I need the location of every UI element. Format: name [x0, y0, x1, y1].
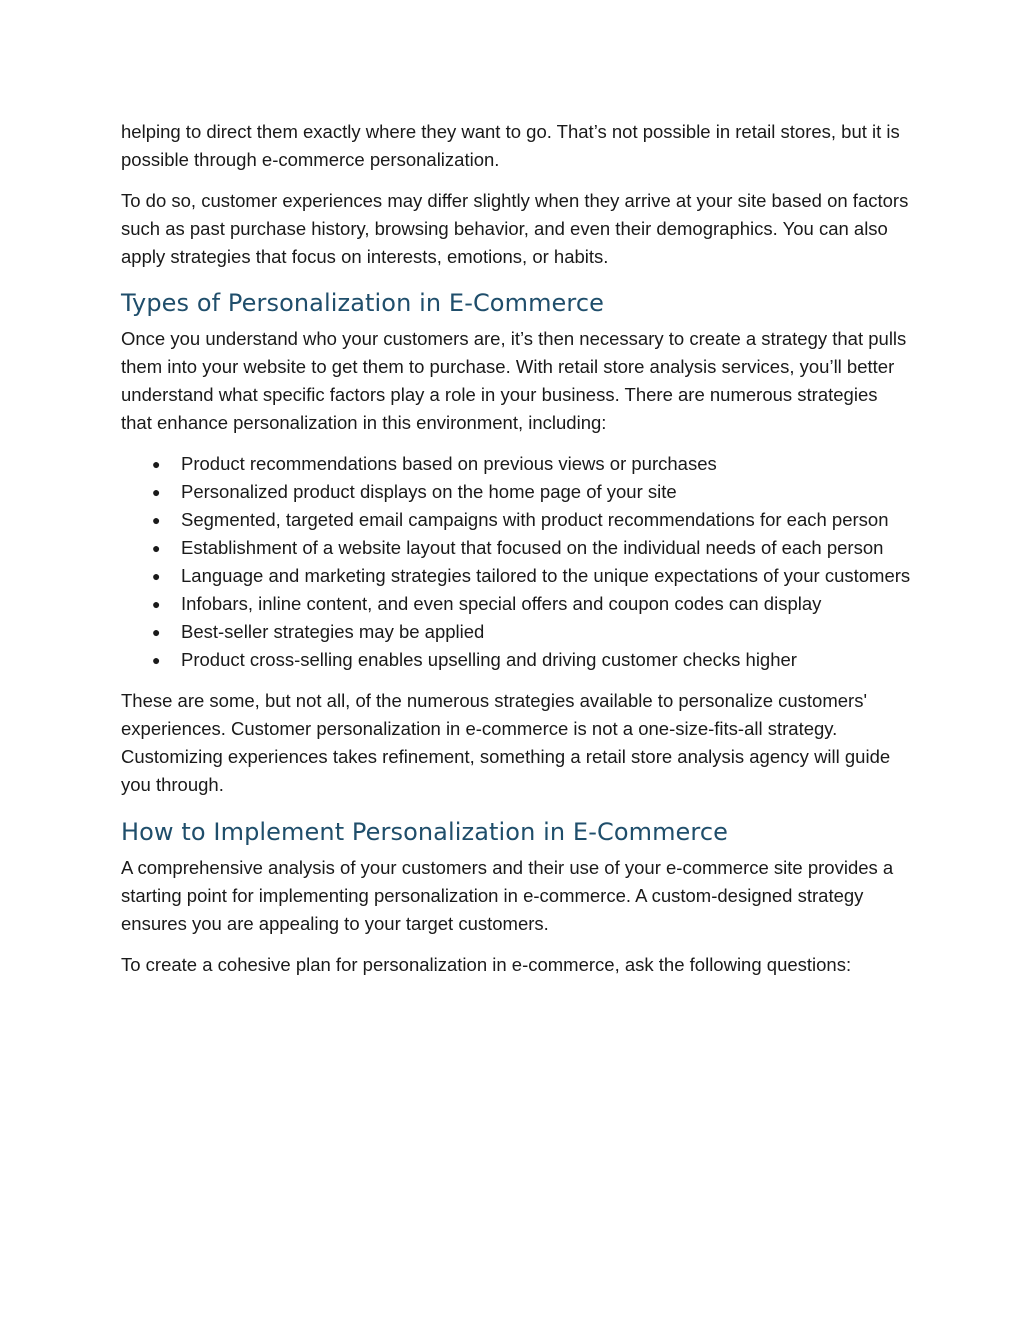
- list-item-text: Infobars, inline content, and even special offers and coupon codes can display: [181, 593, 822, 614]
- bullet-icon: ●: [152, 596, 161, 612]
- section-heading-implement: How to Implement Personalization in E-Commerce: [121, 818, 729, 846]
- intro-paragraph-1: helping to direct them exactly where they want to go. That’s not possible in retail stores, but it is possible through e-commerce personalization.: [121, 121, 900, 170]
- list-item-text: Best-seller strategies may be applied: [181, 621, 485, 642]
- bullet-icon: ●: [152, 512, 161, 528]
- list-item: [121, 506, 911, 534]
- bullet-icon: ●: [152, 540, 161, 556]
- section-types-intro: Once you understand who your customers are, it’s then necessary to create a strategy that pulls them into your website to get them to purchase. With retail store analysis services, you’ll better understand what specific factors play a role in your business. There are numerous strategies that enhance personalization in this environment, including:: [121, 328, 907, 433]
- list-item: [121, 534, 911, 562]
- bullet-icon: ●: [152, 624, 161, 640]
- list-item-text: Segmented, targeted email campaigns with product recommendations for each person: [181, 509, 889, 530]
- list-item-text: Product recommendations based on previous views or purchases: [181, 453, 717, 474]
- bullet-icon: ●: [152, 568, 161, 584]
- section-types-closing: These are some, but not all, of the numerous strategies available to personalize customers' experiences. Customer personalization in e-commerce is not a one-size-fits-all strategy. Customizing experiences takes refinement, something a retail store analysis agency will guide you through.: [121, 690, 891, 795]
- list-item-text: Product cross-selling enables upselling and driving customer checks higher: [181, 649, 797, 670]
- section-implement-paragraph-2: To create a cohesive plan for personalization in e-commerce, ask the following questions:: [121, 954, 852, 975]
- list-item: [121, 646, 911, 674]
- list-item-text: Personalized product displays on the home page of your site: [181, 481, 677, 502]
- section-implement-paragraph-1: A comprehensive analysis of your customers and their use of your e-commerce site provides a starting point for implementing personalization in e-commerce. A custom-designed strategy ensures you are appealing to your target customers.: [121, 857, 894, 934]
- bullet-icon: ●: [152, 652, 161, 668]
- intro-paragraph-2: To do so, customer experiences may differ slightly when they arrive at your site based on factors such as past purchase history, browsing behavior, and even their demographics. You can also apply strategies that focus on interests, emotions, or habits.: [121, 190, 909, 267]
- list-item: [121, 562, 911, 590]
- list-item-text: Establishment of a website layout that focused on the individual needs of each person: [181, 537, 884, 558]
- list-item: [121, 478, 911, 506]
- document-page: [121, 118, 911, 979]
- bullet-icon: ●: [152, 456, 161, 472]
- strategies-list: [121, 450, 911, 674]
- list-item-text: Language and marketing strategies tailored to the unique expectations of your customers: [181, 565, 911, 586]
- bullet-icon: ●: [152, 484, 161, 500]
- list-item: [121, 450, 911, 478]
- list-item: [121, 590, 911, 618]
- section-heading-types: Types of Personalization in E-Commerce: [121, 289, 605, 317]
- list-item: [121, 618, 911, 646]
